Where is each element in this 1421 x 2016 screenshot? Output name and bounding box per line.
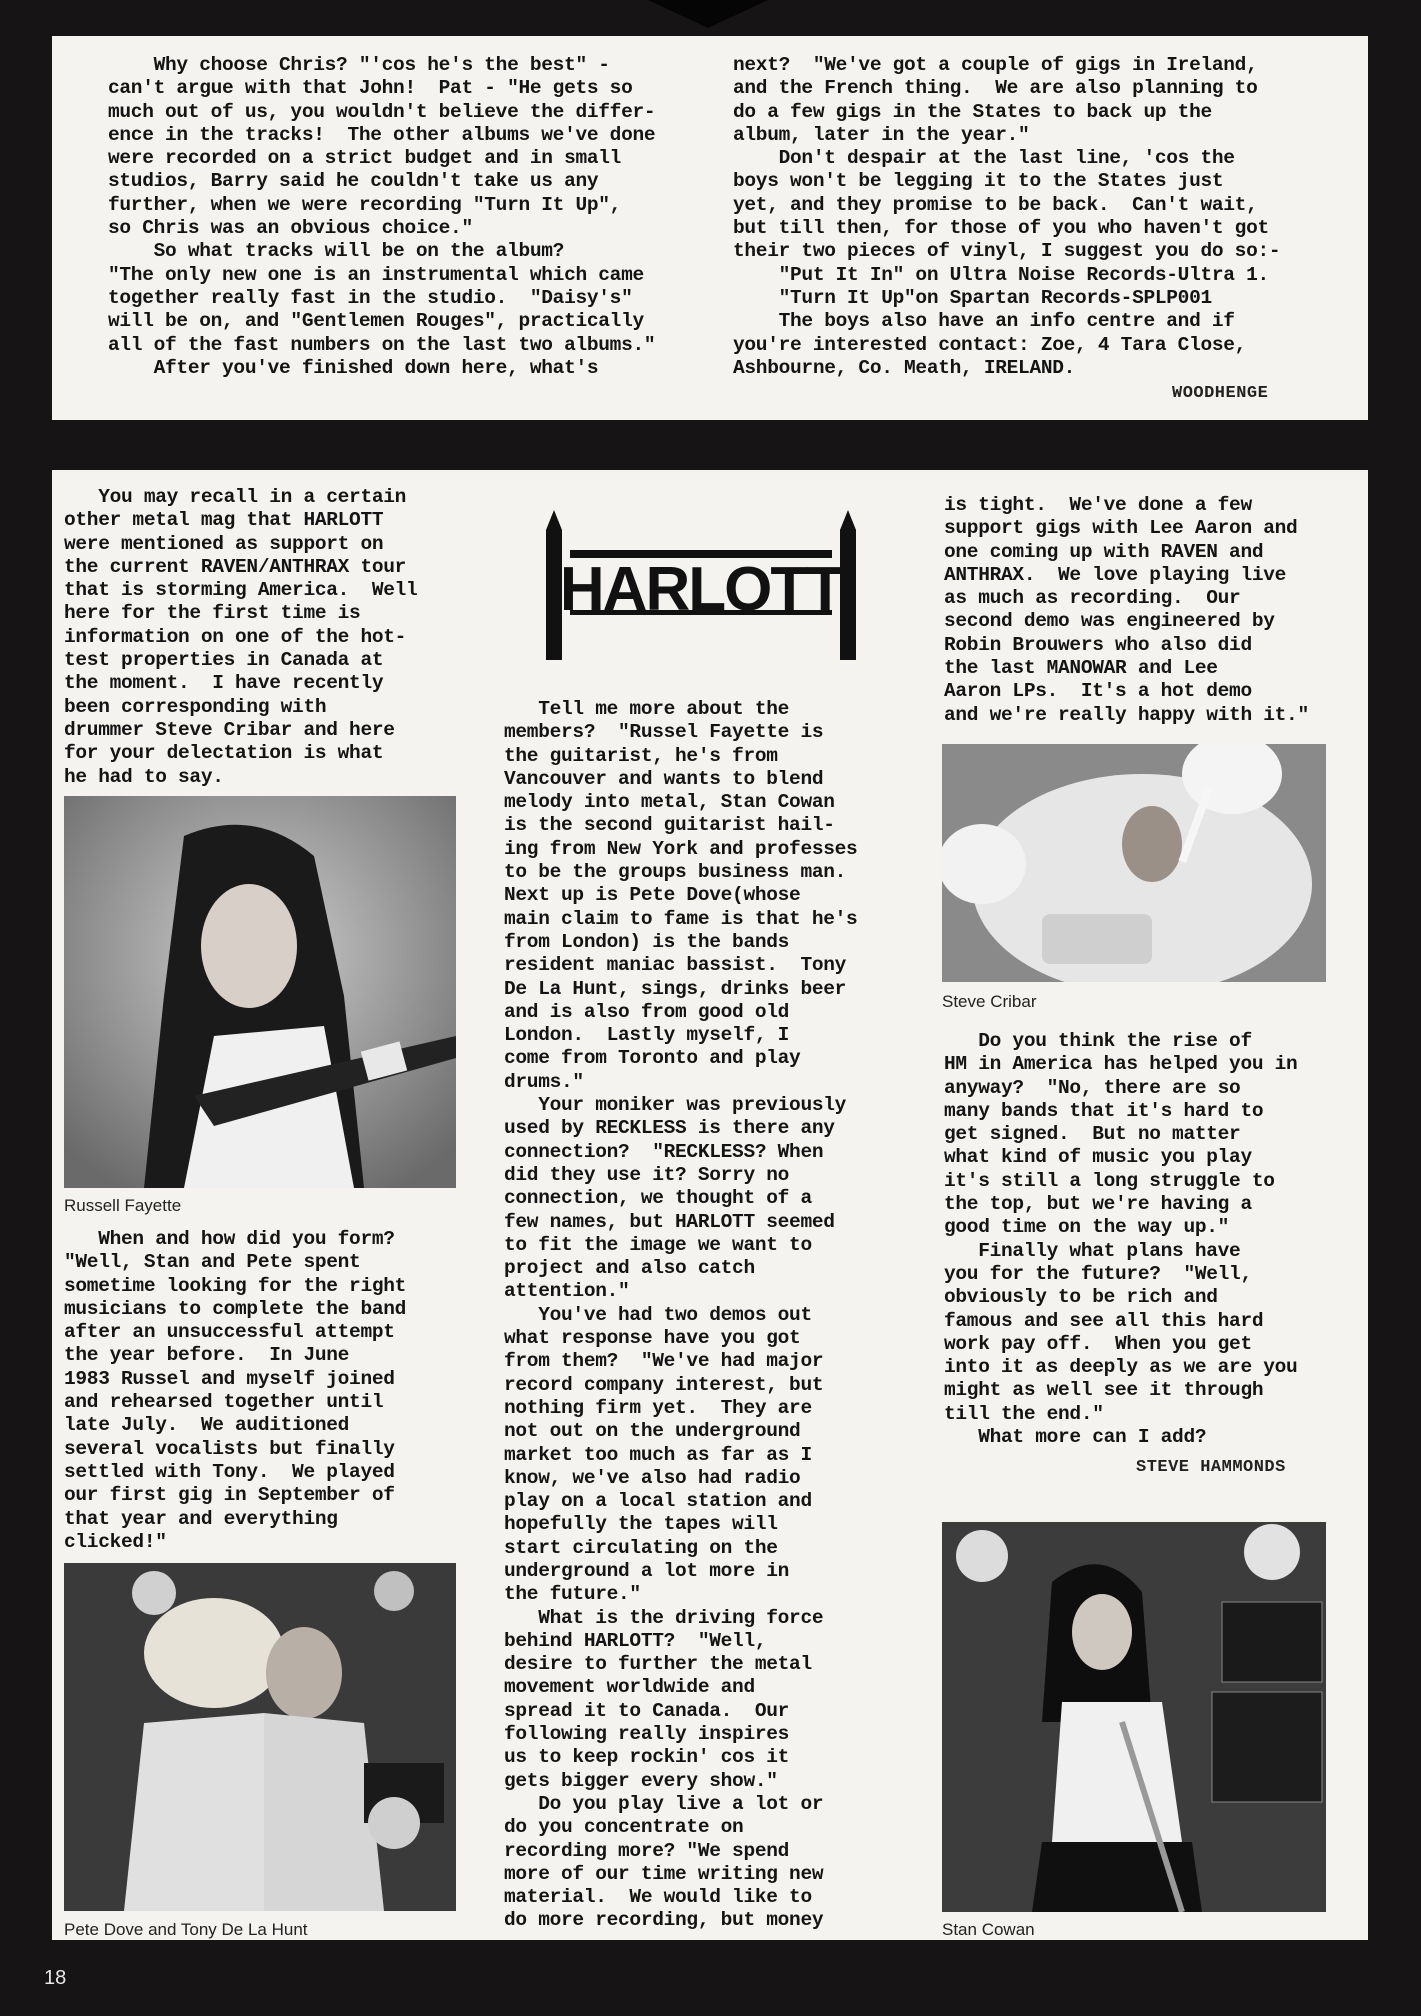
harlott-logo bbox=[540, 490, 862, 690]
previous-article-signature: WOODHENGE bbox=[1172, 384, 1269, 403]
closing-text: Do you think the rise of HM in America has helped you in anyway? "No, there are so many bands that it's hard to get signed. But no matter what kind of music you play it's still a long struggle to the top, but we're having a good time on the way up." Finally what plans have you for the future? "Well, obviously to be rich and famous and see all this hard work pay off. When you get into it as deeply as we are you might as well see it through till the end." What more can I add? bbox=[944, 1030, 1298, 1449]
intro-text: You may recall in a certain other metal mag that HARLOTT were mentioned as support on the current RAVEN/ANTHRAX tour that is storming America. Well here for the first time is information on one of the hot- test properties in Canada at the moment. I have recently been corresponding with drummer Steve Cribar and here for your delectation is what he had to say. bbox=[64, 486, 418, 788]
photo-stan-cowan bbox=[942, 1522, 1326, 1912]
caption-russell-fayette: Russell Fayette bbox=[64, 1196, 182, 1215]
binding-notch bbox=[648, 0, 768, 28]
interview-text-main: Tell me more about the members? "Russel Fayette is the guitarist, he's from Vancouver and wants to blend melody into metal, Stan Cowan is the second guitarist hail- ing from New York and professes to be the groups business man. Next up is Pete Dove(whose main claim to fame is that he's from London) is the bands resident maniac bassist. Tony De La Hunt, sings, drinks beer and is also from good old London. Lastly myself, I come from Toronto and play drums." Your moniker was previously used by RECKLESS is there any connection? "RECKLESS? When did they use it? Sorry no connection, we thought of a few names, but HARLOTT seemed to fit the image we want to project and also catch attention." You've had two demos out what response have you got from them? "We've had major record company interest, but nothing firm yet. They are not out on the underground market too much as far as I know, we've also had radio play on a local station and hopefully the tapes will start circulating on the underground a lot more in the future." What is the driving force behind HARLOTT? "Well, desire to further the metal movement worldwide and spread it to Canada. Our following really inspires us to keep rockin' cos it gets bigger every show." Do you play live a lot or do you concentrate on recording more? "We spend more of our time writing new material. We would like to do more recording, but money bbox=[504, 698, 858, 1932]
interview-text-continued: is tight. We've done a few support gigs with Lee Aaron and one coming up with RAVEN and ANTHRAX. We love playing live as much as recording. Our second demo was engineered by Robin Brouwers who also did the last MANOWAR and Lee Aaron LPs. It's a hot demo and we're really happy with it." bbox=[944, 494, 1309, 726]
caption-steve-cribar: Steve Cribar bbox=[942, 992, 1037, 1011]
page-number: 18 bbox=[44, 1967, 67, 1989]
harlott-article-panel bbox=[52, 470, 1368, 1940]
previous-article-panel bbox=[52, 36, 1368, 420]
caption-pete-dove-tony-de-la-hunt: Pete Dove and Tony De La Hunt bbox=[64, 1920, 308, 1939]
formation-text: When and how did you form? "Well, Stan and Pete spent sometime looking for the right musicians to complete the band after an unsuccessful attempt the year before. In June 1983 Russel and myself joined and rehearsed together until late July. We auditioned several vocalists but finally settled with Tony. We played our first gig in September of that year and everything clicked!" bbox=[64, 1228, 407, 1553]
caption-stan-cowan: Stan Cowan bbox=[942, 1920, 1035, 1939]
photo-steve-cribar bbox=[942, 744, 1326, 982]
article-signature: STEVE HAMMONDS bbox=[1136, 1458, 1286, 1477]
logo-text: HARLOTT bbox=[559, 555, 843, 624]
photo-russell-fayette bbox=[64, 796, 456, 1188]
photo-pete-dove-tony-de-la-hunt bbox=[64, 1563, 456, 1911]
previous-article-column-2: next? "We've got a couple of gigs in Ireland, and the French thing. We are also planning to do a few gigs in the States to back up the album, later in the year." Don't despair at the last line, 'cos the boys won't be legging it to the States just yet, and they promise to be back. Can't wait, but till then, for those of you who haven't got their two pieces of vinyl, I suggest you do so:- "Put It In" on Ultra Noise Records-Ultra 1. "Turn It Up"on Spartan Records-SPLP001 The boys also have an info centre and if you're interested contact: Zoe, 4 Tara Close, Ashbourne, Co. Meath, IRELAND. bbox=[733, 54, 1281, 379]
previous-article-column-1: Why choose Chris? "'cos he's the best" - can't argue with that John! Pat - "He gets so much out of us, you wouldn't believe the differ- ence in the tracks! The other albums we've done were recorded on a strict budget and in small studios, Barry said he couldn't take us any further, when we were recording "Turn It Up", so Chris was an obvious choice." So what tracks will be on the album? "The only new one is an instrumental which came together really fast in the studio. "Daisy's" will be on, and "Gentlemen Rouges", practically all of the fast numbers on the last two albums." After you've finished down here, what's bbox=[108, 54, 656, 379]
